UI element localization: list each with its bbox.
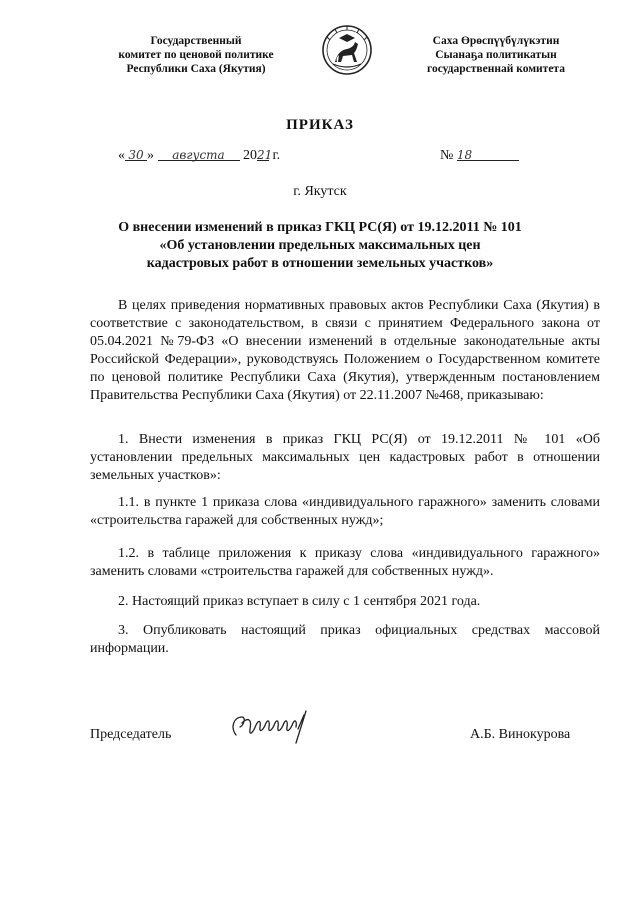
number-value: 18 <box>456 148 473 162</box>
handwritten-signature <box>226 705 336 745</box>
header-left-block <box>96 34 296 76</box>
date-month: августа <box>172 148 225 162</box>
header-right-block <box>396 34 596 76</box>
header-left-line: Республики Саха (Якутия) <box>126 63 266 75</box>
preamble-paragraph: В целях приведения нормативных правовых актов Республики Саха (Якутия) в соответствие с законодательством, в связи с принятием Федерального закона от 05.04.2021 №79-ФЗ «О внесении изменений в отдельные законодательные акты Российской Федерации», руководствуясь Положением о Государственном комитете по ценовой политике Республики Саха (Якутия), утвержденным постановлением Правительства Республики Саха (Якутия) от 22.11.2007 №468, приказываю: <box>90 298 600 403</box>
date-year-label: г. <box>272 148 281 163</box>
sakha-republic-emblem-icon <box>321 24 373 76</box>
signatory-position: Председатель <box>90 727 172 742</box>
header-right-line: Саха Өрөспүүбүлүкэтин <box>432 35 560 47</box>
date-year-prefix: 20 <box>243 148 257 163</box>
order-date <box>118 148 280 164</box>
header-left-line: комитет по ценовой политике <box>118 49 274 61</box>
date-open-quote: « <box>118 148 125 163</box>
item-1-2-paragraph: 1.2. в таблице приложения к приказу слова «индивидуального гаражного» заменить словами «строительства гаражей для собственных нужд». <box>90 546 600 579</box>
city-line: г. Якутск <box>293 184 347 199</box>
date-close-quote: » <box>147 148 154 163</box>
header-right-line: Сыанаҕа политикатын <box>435 49 557 61</box>
item-3-paragraph: 3. Опубликовать настоящий приказ официальных средствах массовой информации. <box>90 623 600 656</box>
order-number <box>440 148 519 164</box>
heading-line: кадастровых работ в отношении земельных участков» <box>146 256 494 271</box>
number-label: № <box>440 148 454 163</box>
item-1-1-paragraph: 1.1. в пункте 1 приказа слова «индивидуального гаражного» заменить словами «строительства гаражей для собственных нужд»; <box>90 495 600 528</box>
heading-line: «Об установлении предельных максимальных цен <box>159 238 481 253</box>
order-heading <box>70 219 570 273</box>
document-title: ПРИКАЗ <box>286 117 354 133</box>
date-year-suffix: 21 <box>257 148 273 162</box>
date-day: 30 <box>128 148 144 162</box>
header-right-line: государственнай комитета <box>427 63 565 75</box>
item-2-paragraph: 2. Настоящий приказ вступает в силу с 1 сентября 2021 года. <box>118 594 481 609</box>
signatory-name: А.Б. Винокурова <box>470 727 571 742</box>
item-1-paragraph: 1. Внести изменения в приказ ГКЦ РС(Я) от 19.12.2011 № 101 «Об установлении предельных максимальных цен кадастровых работ в отношении земельных участков»: <box>90 432 600 483</box>
header-left-line: Государственный <box>150 35 242 47</box>
heading-line: О внесении изменений в приказ ГКЦ РС(Я) от 19.12.2011 № 101 <box>118 220 522 235</box>
